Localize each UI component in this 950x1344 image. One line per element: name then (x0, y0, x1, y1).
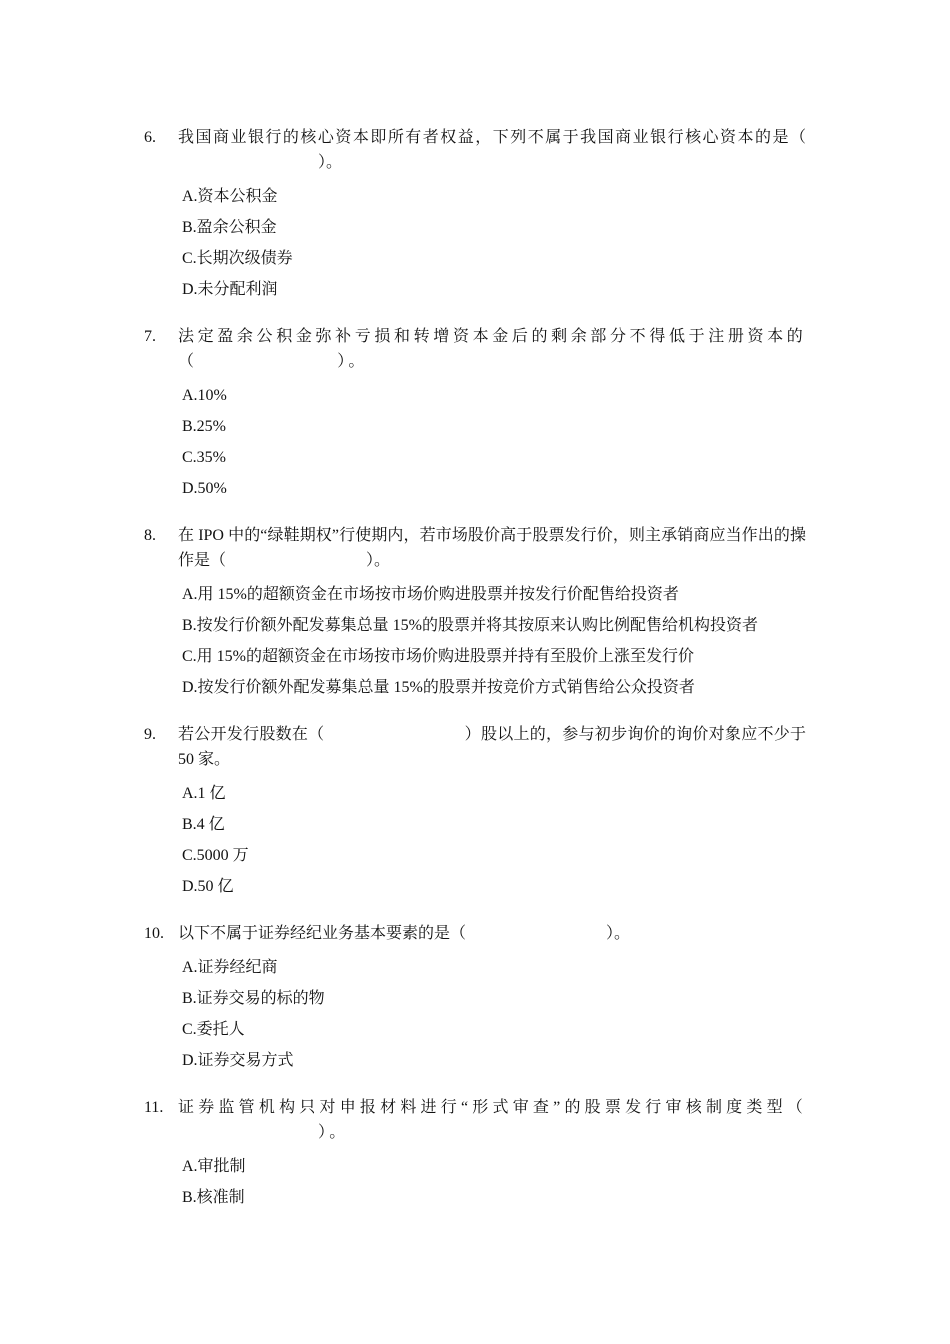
options-list (182, 1151, 806, 1213)
option-a: A.1 亿 (182, 785, 226, 802)
option-d: D.证券交易方式 (182, 1052, 294, 1069)
option-b: B.4 亿 (182, 816, 225, 833)
option-a: A.资本公积金 (182, 188, 278, 205)
option-c: C.委托人 (182, 1021, 245, 1038)
option-a: A.审批制 (182, 1158, 246, 1175)
question-number: 8. (144, 527, 156, 544)
question-number: 11. (144, 1099, 164, 1116)
option-a: A.证券经纪商 (182, 959, 278, 976)
options-list (182, 380, 806, 504)
option-a: A.用 15%的超额资金在市场按市场价购进股票并按发行价配售给投资者 (182, 586, 679, 603)
options-list (182, 181, 806, 305)
option-b: B.25% (182, 418, 226, 435)
question-text: 证券监管机构只对申报材料进行“形式审查”的股票发行审核制度类型（）。 (178, 1099, 806, 1141)
options-list (182, 952, 806, 1076)
option-b: B.盈余公积金 (182, 219, 277, 236)
question-text: 若公开发行股数在（ ）股以上的，参与初步询价的询价对象应不少于 50 家。 (178, 726, 806, 768)
question-number: 9. (144, 726, 156, 743)
option-c: C.用 15%的超额资金在市场按市场价购进股票并持有至股价上涨至发行价 (182, 648, 695, 665)
option-c: C.5000 万 (182, 847, 249, 864)
option-d: D.未分配利润 (182, 281, 278, 298)
question-11 (144, 1095, 806, 1213)
option-b: B.核准制 (182, 1189, 245, 1206)
option-d: D.按发行价额外配发募集总量 15%的股票并按竞价方式销售给公众投资者 (182, 679, 695, 696)
question-text: 以下不属于证券经纪业务基本要素的是（ ）。 (178, 925, 631, 942)
question-text: 法定盈余公积金弥补亏损和转增资本金后的剩余部分不得低于注册资本的（ ）。 (178, 328, 806, 370)
question-number: 10. (144, 925, 164, 942)
question-7 (144, 324, 806, 504)
option-c: C.35% (182, 449, 226, 466)
option-a: A.10% (182, 387, 227, 404)
option-c: C.长期次级债券 (182, 250, 293, 267)
option-d: D.50% (182, 480, 227, 497)
question-number: 6. (144, 129, 156, 146)
question-number: 7. (144, 328, 156, 345)
option-b: B.证券交易的标的物 (182, 990, 325, 1007)
option-d: D.50 亿 (182, 878, 234, 895)
option-b: B.按发行价额外配发募集总量 15%的股票并将其按原来认购比例配售给机构投资者 (182, 617, 759, 634)
question-text: 在 IPO 中的“绿鞋期权”行使期内，若市场股价高于股票发行价，则主承销商应当作出的操作是（ ）。 (178, 527, 806, 569)
options-list (182, 579, 806, 703)
question-9 (144, 722, 806, 902)
question-10 (144, 921, 806, 1076)
question-6 (144, 125, 806, 305)
question-8 (144, 523, 806, 703)
question-text: 我国商业银行的核心资本即所有者权益，下列不属于我国商业银行核心资本的是（）。 (178, 129, 806, 171)
options-list (182, 778, 806, 902)
